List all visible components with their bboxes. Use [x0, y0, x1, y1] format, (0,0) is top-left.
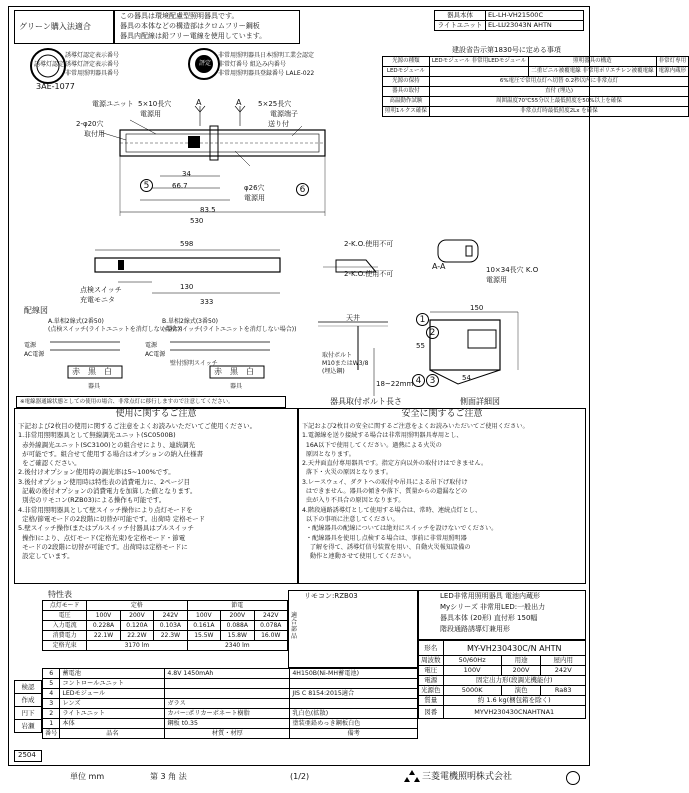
footer-page: (1/2)	[290, 772, 310, 781]
char-row-label: 定格光束	[43, 641, 87, 651]
dim-26-hole: φ26穴	[244, 184, 265, 192]
parts-row	[43, 719, 418, 729]
parts-header-name: 品名	[60, 729, 165, 739]
spec-cell: 光源の種類	[383, 57, 430, 67]
cert-right-1: 非常用照明器具日本照明工業会認定	[218, 52, 315, 59]
use-value: 屋内用	[541, 656, 586, 666]
use-label: 用途	[501, 656, 541, 666]
char-row-label: 消費電力	[43, 631, 87, 641]
part-material: カバー:ポリカーボネート樹脂	[165, 709, 290, 719]
cert-left-1: 誘導灯認定表示番号	[65, 52, 120, 59]
detail-dim-55: 55	[416, 342, 425, 350]
footer-circle	[566, 771, 580, 785]
green-label: グリーン購入法適合	[19, 22, 91, 31]
top-label-power-use: 電源用	[140, 110, 161, 118]
wiring-a-title: A.単相2線式(2番50)	[48, 318, 104, 325]
top-label-slot-5x10: 5×10長穴	[138, 100, 172, 108]
char-cell: 200V	[221, 611, 254, 621]
volt-cell: 242V	[541, 666, 586, 676]
wiring-color-b-black: 黒	[230, 367, 238, 376]
spec-box-title: 建設省告示第1830号に定める事項	[452, 46, 561, 54]
part-material	[165, 689, 290, 699]
balloon-2: 2	[426, 326, 439, 339]
stamp-right-text: 評定	[199, 60, 212, 67]
wiring-b-sub: (点検スイッチ(ライトユニットを消灯しない場合))	[162, 326, 297, 333]
detail-dim-bolt: 18~22mm	[376, 380, 414, 388]
detail-label-embedded: (埋込鋼)	[322, 368, 345, 375]
part-no: 5	[43, 679, 60, 689]
cert-right-2: 非常灯番号 組込み内番号	[218, 61, 286, 68]
char-vertical-label: 適合部品	[290, 612, 297, 640]
part-name: 蓄電池	[60, 669, 165, 679]
wiring-switch-label: 壁付照明スイッチ	[170, 360, 218, 367]
color-value: 5000K	[443, 686, 501, 696]
parts-header-note: 備考	[290, 729, 418, 739]
wiring-fixture-a: 器具	[88, 383, 101, 390]
char-cell: 16.0W	[254, 631, 287, 641]
balloon-1: 1	[416, 313, 429, 326]
parts-row	[43, 679, 418, 689]
char-cell: 100V	[87, 611, 120, 621]
part-material: 鋼板 t0.35	[165, 719, 290, 729]
top-label-mounting: 取付用	[84, 130, 105, 138]
approval-label: 円下	[15, 707, 42, 720]
char-cell: 242V	[154, 611, 187, 621]
char-cell: 0.078A	[254, 621, 287, 631]
product-line-1: LED非常用照明器具 電池内蔵形	[440, 592, 540, 600]
part-material: 4.8V 1450mAh	[165, 669, 290, 679]
wiring-fixture-b: 器具	[230, 383, 243, 390]
part-note: 乳白色(拡散)	[290, 709, 418, 719]
char-cell: 22.3W	[154, 631, 187, 641]
wiring-ac-a: AC電源	[24, 351, 45, 358]
safety-text: 下記および2枚目の安全に関するご注意をよくお読みいただいてご使用ください。 1.電源線を送り接続する場合は非常用照明器具専用とし、 16A以下で使用してください。過熱による火災の 原因となります。 2.天井面直付専用器具です。指定方向以外の取付けはできません。 落下・火災の原因となります。 3.レースウェイ、ダクトへの取付や吊具による吊下げ取付け はできません。器具の傾きや落下、質量からの遺漏などの 虫が入り不具合の原因となります。 4.階段通路誘導灯として使用する場合は、常時、連続点灯とし、 以下の事項に注意してください。 ・配線器具の配線については絶対にスイッチを設けないでください。 ・配線器具を使用し点検する場合は、事前に非常用照明器 了解を得て、誘導灯信号装置を用い、自動火災報知設備の 動作と連動させて使用してください。	[302, 423, 529, 561]
model-label: 形名	[419, 641, 444, 656]
drawing-label: 図番	[419, 706, 444, 719]
part-note: 4H150B(Ni-MH蓄電池)	[290, 669, 418, 679]
part-note: JIS C 8154:2015適合	[290, 689, 418, 699]
char-row-label: 入力電流	[43, 621, 87, 631]
part-note	[290, 679, 418, 689]
dim-333: 333	[200, 298, 214, 306]
aa-label-power: 電源用	[486, 276, 507, 284]
char-cell: 0.120A	[120, 621, 153, 631]
fixture-id-table	[434, 10, 584, 31]
approval-label: 岩瀬	[15, 720, 42, 733]
remote-label: リモコン:RZB03	[304, 592, 358, 600]
wiring-b-title: B.単相2線式(3番50)	[162, 318, 218, 325]
char-mode-label: 点灯モード	[43, 601, 87, 611]
balloon-5: 5	[140, 179, 153, 192]
char-voltage-label: 電圧	[43, 611, 87, 621]
top-label-feed: 送り付	[268, 120, 289, 128]
safety-title: 安全に関するご注意	[401, 409, 483, 419]
char-cell: 0.228A	[87, 621, 120, 631]
spec-cell: 高温動作試験	[383, 97, 430, 107]
char-cell: 0.161A	[187, 621, 220, 631]
volt-cell: 100V	[443, 666, 501, 676]
dim-26-use: 電源用	[244, 194, 265, 202]
detail-label-m10: M10またはW3/8	[322, 360, 369, 367]
parts-header-material: 材質・材厚	[165, 729, 290, 739]
part-no: 4	[43, 689, 60, 699]
wiring-power-b: 電源	[145, 342, 158, 349]
part-no: 2	[43, 709, 60, 719]
dim-130: 130	[180, 283, 194, 291]
part-note	[290, 699, 418, 709]
notice-line-1: この器具は環境配慮型照明器具です。	[120, 12, 239, 20]
wiring-color-a-white: 白	[104, 367, 112, 376]
side-label-charge-monitor: 充電モニタ	[80, 296, 115, 304]
cert-left-2: 誘導灯評定表示番号	[65, 61, 120, 68]
part-name: 本体	[60, 719, 165, 729]
product-line-2: Myシリーズ 非常用LED:一般出力	[440, 603, 546, 611]
dim-66-7: 66.7	[172, 182, 188, 190]
product-table	[418, 640, 586, 719]
char-cell: 100V	[187, 611, 220, 621]
spec-cell: 6%電圧で常用点灯へ切替 0.2秒以内に非常点灯	[429, 77, 688, 87]
dim-598: 598	[180, 240, 194, 248]
part-no: 3	[43, 699, 60, 709]
fixture-label: 器具本体	[435, 11, 486, 21]
top-label-terminal: 電源端子	[270, 110, 298, 118]
company-logo	[404, 770, 420, 784]
detail-dim-150: 150	[470, 304, 484, 312]
part-name: ライトユニット	[60, 709, 165, 719]
parts-header-row	[43, 729, 418, 739]
char-cell: 0.103A	[154, 621, 187, 631]
spec-cell: 電源内蔵形	[656, 67, 689, 77]
parts-row	[43, 669, 418, 679]
top-label-holes-20: 2-φ20穴	[76, 120, 104, 128]
spec-cell: 非常点灯時最低照度2Lx を確保	[429, 107, 688, 117]
spec-cell: 直付 (埋込)	[429, 87, 688, 97]
parts-header-no: 番号	[43, 729, 60, 739]
char-cell: 15.5W	[187, 631, 220, 641]
dim-34: 34	[182, 170, 191, 178]
section-mark-a-right: A	[236, 98, 242, 107]
volt-cell: 200V	[501, 666, 541, 676]
wiring-note: ※電線器通線状態としての使用の場合、非常点灯に移行しますので注意してください。	[20, 399, 234, 405]
footer-angle: 第 3 角 法	[150, 772, 187, 781]
part-material: ガラス	[165, 699, 290, 709]
wiring-color-a-black: 黒	[88, 367, 96, 376]
approval-table	[14, 680, 42, 733]
char-rated: 定格	[87, 601, 187, 611]
notice-line-2: 器具の本体などの構造部はクロムフリー鋼板	[120, 22, 260, 30]
part-note: 塗装亜鉛めっき鋼板白色	[290, 719, 418, 729]
spec-cell: 非常灯専用	[656, 57, 689, 67]
ra-label: 演色	[501, 686, 541, 696]
footer-unit: 単位 mm	[70, 772, 105, 781]
spec-cell: LEDモジュール	[383, 67, 430, 77]
footer-company: 三菱電機照明株式会社	[422, 772, 513, 782]
aa-label-ko-2: 2-K.O.使用不可	[344, 270, 394, 278]
top-view-drawing	[60, 96, 380, 231]
mass-label: 質量	[419, 696, 444, 706]
usage-title: 使用に関するご注意	[115, 409, 197, 419]
char-cell: 3170 lm	[87, 641, 187, 651]
char-cell: 200V	[120, 611, 153, 621]
char-eco: 節電	[187, 601, 287, 611]
wiring-color-a-red: 赤	[72, 367, 80, 376]
approval-label: 検認	[15, 681, 42, 694]
product-line-3: 器具本体 (20形) 直付形 150幅	[440, 614, 538, 622]
section-mark-a-left: A	[196, 98, 202, 107]
part-name: LEDモジュール	[60, 689, 165, 699]
ra-value: Ra83	[541, 686, 586, 696]
char-cell: 2340 lm	[187, 641, 287, 651]
model-value: MY-VH230430C/N AHTN	[443, 641, 586, 656]
detail-dim-54: 54	[462, 374, 471, 382]
spec-cell: 照明器具の構造	[529, 57, 656, 67]
usage-text: 下記および2枚目の使用に関するご注意をよくお読みいただいてご使用ください。 1.非常用照明器具として無線調光ユニット(SC0500B) 赤外線調光ユニット(SC3100)との組合せにより、連続調光 が可能です。組合せて使用する場合はオプションの納入仕様書 をご確認ください。 2.後付けオプション使用時の調光率は5~100%です。 3.後付オプション使用時は特性表の消費電力に、2ページ目 記載の後付オプションの消費電力を加算した値となります。 別売のリモコン(RZB03)による操作も可能です。 4.非常用照明器具として壁スイッチ操作により点灯モードを 定格/節電モードの2段階に切替が可能です。出荷時 定格モード 5.壁スイッチ操作(またはプルスイッチ付器具はプルスイッチ 操作)により、点灯モード(定格光束)を定格モード・節電 モードの2段階に切替が可能です。出荷時は定格モードに 設定しています。	[18, 422, 257, 561]
balloon-4: 4	[412, 374, 425, 387]
detail-label-bolt: 取付ボルト	[322, 352, 353, 359]
spec-cell: 器具の取付	[383, 87, 430, 97]
spec-cell: 照明1ルクス確保	[383, 107, 430, 117]
detail-caption-right: 側面詳細図	[460, 397, 500, 406]
aa-label-slot: 10×34長穴 K.O	[486, 266, 539, 274]
spec-cell: 二重ビニル被覆電線 非常用ポリエチレン被覆電線	[529, 67, 656, 77]
detail-label-ceiling: 天井	[346, 314, 360, 322]
aa-title: A-A	[432, 262, 446, 271]
power-value: 固定出力形(段調光機能付)	[443, 676, 586, 686]
dim-83-5: 83.5	[200, 206, 216, 214]
part-no: 1	[43, 719, 60, 729]
fixture-value: EL-LH-VH21500C	[486, 11, 584, 21]
remote-box	[288, 590, 418, 668]
freq-label: 周波数	[419, 656, 444, 666]
spec-cell: 周囲温度70℃55分以上最低照度を50%以上を確保	[429, 97, 688, 107]
dim-530: 530	[190, 217, 204, 225]
spec-box-table	[382, 56, 689, 117]
wiring-ac-b: AC電源	[145, 351, 166, 358]
power-label: 電源	[419, 676, 444, 686]
cert-left-3: 非常用照明器具番号	[65, 70, 120, 77]
mass-value: 約 1.6 kg(梱包箱を除く)	[443, 696, 586, 706]
characteristics-table	[42, 600, 288, 651]
char-cell: 0.088A	[221, 621, 254, 631]
cert-right-3: 非常用照明器具登録番号 LALE-022	[218, 70, 315, 77]
part-no: 6	[43, 669, 60, 679]
wiring-power-a: 電源	[24, 342, 37, 349]
parts-row	[43, 709, 418, 719]
parts-row	[43, 699, 418, 709]
parts-row	[43, 689, 418, 699]
wiring-title: 配線図	[24, 306, 48, 315]
light-unit-label: ライトユニット	[435, 21, 486, 31]
footer-code: 2504	[18, 751, 36, 759]
freq-value: 50/60Hz	[443, 656, 501, 666]
light-unit-value: EL-LU23043N AHTN	[486, 21, 584, 31]
char-cell: 22.1W	[87, 631, 120, 641]
char-cell: 15.8W	[221, 631, 254, 641]
char-title: 特性表	[48, 590, 72, 599]
parts-table	[42, 668, 418, 739]
wiring-color-b-white: 白	[246, 367, 254, 376]
notice-line-3: 器具内配線は鉛フリー電線を使用しています。	[120, 32, 267, 40]
wiring-a-sub: (点検スイッチ(ライトユニットを消灯しない場合))	[48, 326, 183, 333]
wiring-diagram	[40, 334, 290, 394]
char-cell: 22.2W	[120, 631, 153, 641]
top-label-slot-5x25: 5×25長穴	[258, 100, 292, 108]
top-label-power-unit: 電源ユニット	[92, 100, 134, 108]
part-name: レンズ	[60, 699, 165, 709]
part-name: コントロールユニット	[60, 679, 165, 689]
detail-caption-left: 器具取付ボルト長さ	[330, 397, 402, 406]
spec-cell	[429, 67, 528, 77]
part-material	[165, 679, 290, 689]
balloon-3: 3	[426, 374, 439, 387]
product-line-4: 階段通路誘導灯兼用形	[440, 625, 510, 633]
spec-cell: LEDモジュール 非常用LEDモジュール	[429, 57, 528, 67]
aa-label-ko-1: 2-K.O.使用不可	[344, 240, 394, 248]
side-label-check-switch: 点検スイッチ	[80, 286, 122, 294]
balloon-6: 6	[296, 183, 309, 196]
color-label: 光源色	[419, 686, 444, 696]
stamp-left-text: 誘導灯認定	[34, 61, 65, 68]
volt-label: 電圧	[419, 666, 444, 676]
char-cell: 242V	[254, 611, 287, 621]
spec-cell: 光源の保持	[383, 77, 430, 87]
wiring-color-b-red: 赤	[214, 367, 222, 376]
cert-left-code: 3AE-1077	[36, 82, 75, 91]
approval-label: 作成	[15, 694, 42, 707]
drawing-value: MYVH230430CNAHTNA1	[443, 706, 586, 719]
